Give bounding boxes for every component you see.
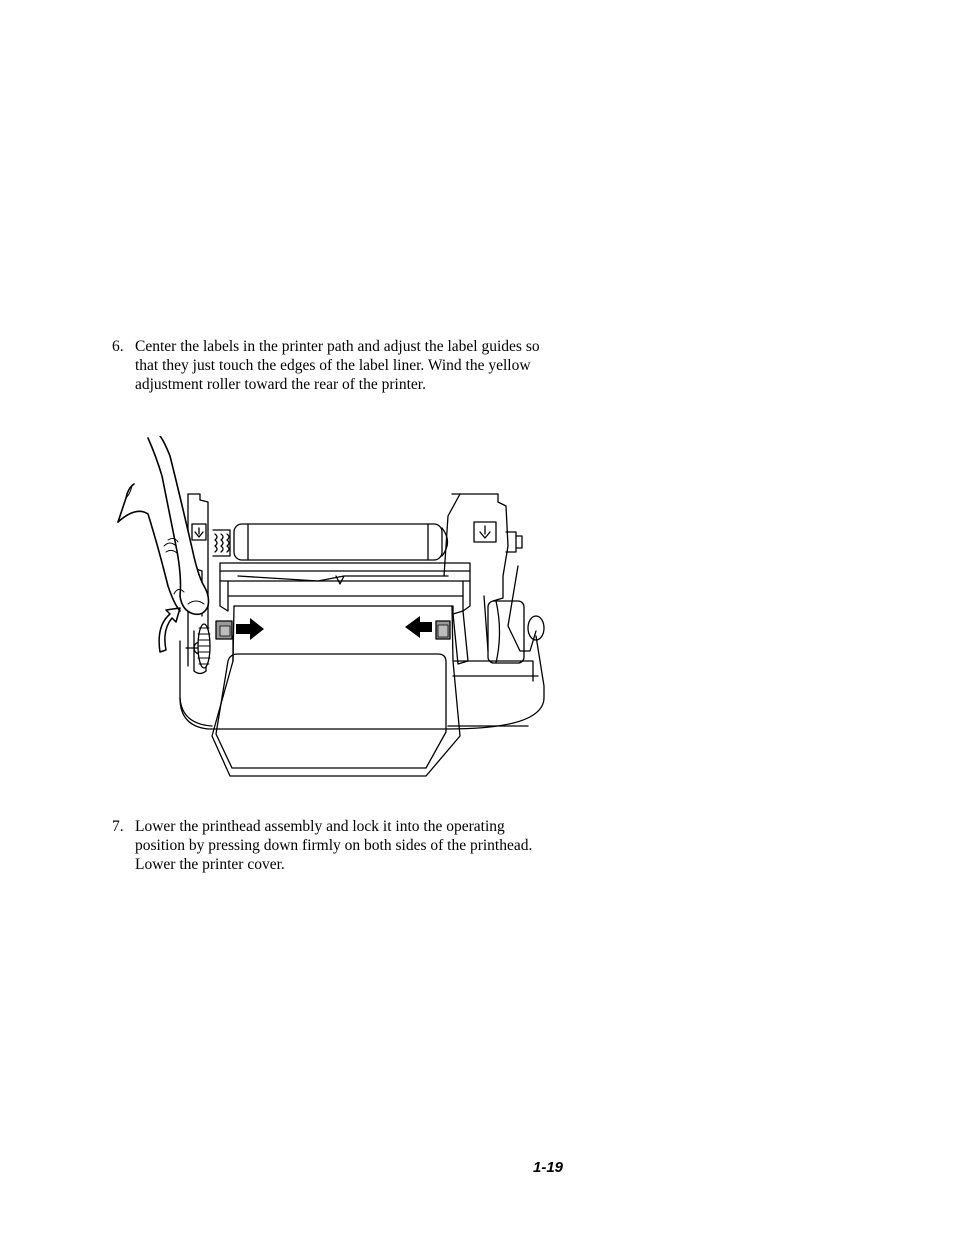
step-7: [112, 817, 552, 874]
adjustment-roller: [198, 624, 210, 668]
rotate-arrow-icon: [159, 608, 180, 652]
right-label-guide: [436, 621, 450, 639]
step-text: Lower the printhead assembly and lock it into the operating position by pressing down firmly on both sides of the printhead. Lower the printer cover.: [135, 818, 533, 873]
arrow-right-icon: [236, 618, 264, 640]
page-number: 1-19: [533, 1159, 564, 1176]
finger-icon: [118, 436, 209, 614]
right-housing: [444, 494, 544, 664]
arrow-left-icon: [405, 616, 432, 638]
roller: [213, 524, 448, 560]
left-label-guide: [216, 621, 232, 639]
printhead-frame: [220, 563, 470, 611]
printer-illustration: [108, 436, 548, 782]
step-text: Center the labels in the printer path and adjust the label guides so that they just touch the edges of the label liner. Wind the yellow adjustment roller toward the rear of the printer.: [135, 338, 540, 393]
step-6: [112, 337, 552, 394]
step-number: 7.: [112, 818, 124, 835]
printer-base: [180, 636, 544, 729]
step-number: 6.: [112, 338, 124, 355]
